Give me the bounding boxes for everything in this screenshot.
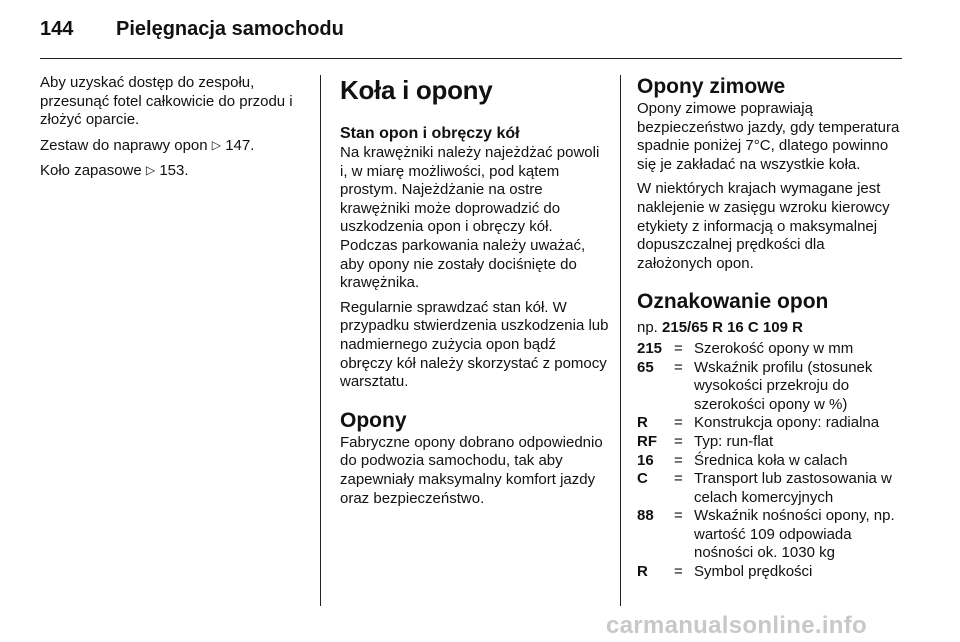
- spec-code: R: [637, 414, 648, 432]
- paragraph-speed-label: W niektórych krajach wymagane jest naklejenie w zasięgu wzroku kierowcy etykiety z informacją o maksymalnej dopuszczalnej prędkości dla założonych opon.: [637, 180, 890, 272]
- column-divider-2: [620, 75, 621, 606]
- ref-page-link[interactable]: 147.: [225, 136, 255, 154]
- paragraph-check-wheels: Regularnie sprawdzać stan kół. W przypadku stwierdzenia uszkodzenia lub nadmiernego zużycia opon bądź obręczy kół należy skorzystać z pomocy warsztatu.: [340, 298, 609, 391]
- spec-equals: =: [674, 339, 683, 357]
- tyre-marking-example: [637, 319, 902, 338]
- spec-code: RF: [637, 432, 657, 450]
- spec-equals: =: [674, 563, 683, 581]
- table-row: [637, 470, 902, 507]
- spec-description: Wskaźnik nośności opony, np. wartość 109 odpowiada nośności ok. 1030 kg: [694, 507, 895, 562]
- spec-code: 16: [637, 451, 654, 469]
- table-row: [637, 563, 902, 582]
- spec-description: Typ: run-flat: [694, 432, 774, 450]
- table-row: [637, 452, 902, 471]
- page-ref-arrow-icon: ▷: [211, 137, 222, 152]
- paragraph-seat-access: Aby uzyskać dostęp do zespołu, przesunąć fotel całkowicie do przodu i złożyć oparcie.: [40, 74, 293, 129]
- spec-equals: =: [674, 432, 683, 450]
- paragraph-repair-kit-ref: [40, 136, 310, 156]
- subsection-title: Opony: [340, 408, 407, 432]
- spec-code: 215: [637, 339, 663, 357]
- ref-text: Zestaw do naprawy opon: [40, 136, 208, 154]
- spec-code: 88: [637, 507, 654, 525]
- table-row: [637, 414, 902, 433]
- table-row: [637, 359, 902, 415]
- paragraph-winter-tyres: Opony zimowe poprawiają bezpieczeństwo jazdy, gdy temperatura spadnie poniżej 7°C, dlatego powinno się je zakładać na wszystkie koła.: [637, 100, 900, 173]
- spec-description: Symbol prędkości: [694, 563, 813, 581]
- spec-description: Wskaźnik profilu (stosunek wysokości przekroju do szerokości opony w %): [694, 358, 873, 413]
- column-left: [40, 74, 310, 187]
- table-row: [637, 507, 902, 563]
- chapter-title: Pielęgnacja samochodu: [116, 18, 344, 40]
- spec-description: Szerokość opony w mm: [694, 339, 854, 357]
- spec-code: 65: [637, 358, 654, 376]
- ref-page-link[interactable]: 153.: [159, 162, 189, 180]
- spec-description: Transport lub zastosowania w celach komercyjnych: [694, 470, 892, 506]
- spec-code: R: [637, 563, 648, 581]
- subsection-title: Opony zimowe: [637, 75, 786, 98]
- table-row: [637, 340, 902, 359]
- tyre-marking-table: [637, 340, 902, 582]
- column-middle: [340, 74, 610, 514]
- spec-description: Średnica koła w calach: [694, 451, 848, 469]
- ref-text: Koło zapasowe: [40, 162, 142, 180]
- subsection-title: Oznakowanie opon: [637, 290, 829, 314]
- example-prefix: np.: [637, 319, 658, 337]
- section-title: Koła i opony: [340, 75, 493, 105]
- subsection-title: Stan opon i obręczy kół: [340, 125, 520, 142]
- column-right: [637, 74, 902, 582]
- column-divider-1: [320, 75, 321, 606]
- paragraph-spare-wheel-ref: [40, 161, 310, 181]
- paragraph-curbs: Na krawężniki należy najeżdżać powoli i, w miarę możliwości, pod kątem prostym. Najeżdżanie na ostre krawężniki może doprowadzić do uszkodzenia opon i obręczy kół. Podczas parkowania należy uważać, aby opony nie zostały dociśnięte do krawężnika.: [340, 144, 600, 292]
- paragraph-factory-tyres: Fabryczne opony dobrano odpowiednio do podwozia samochodu, tak aby zapewniały maksymalny komfort jazdy oraz bezpieczeństwo.: [340, 433, 603, 507]
- spec-equals: =: [674, 358, 683, 376]
- spec-description: Konstrukcja opony: radialna: [694, 414, 880, 432]
- page-number: 144: [40, 18, 74, 40]
- spec-equals: =: [674, 507, 683, 525]
- spec-code: C: [637, 470, 648, 488]
- page-ref-arrow-icon: ▷: [145, 163, 156, 178]
- spec-equals: =: [674, 414, 683, 432]
- header-divider: [40, 58, 902, 59]
- example-code: 215/65 R 16 C 109 R: [662, 319, 803, 337]
- spec-equals: =: [674, 451, 683, 469]
- table-row: [637, 433, 902, 452]
- spec-equals: =: [674, 470, 683, 488]
- watermark: carmanualsonline.info: [606, 612, 868, 639]
